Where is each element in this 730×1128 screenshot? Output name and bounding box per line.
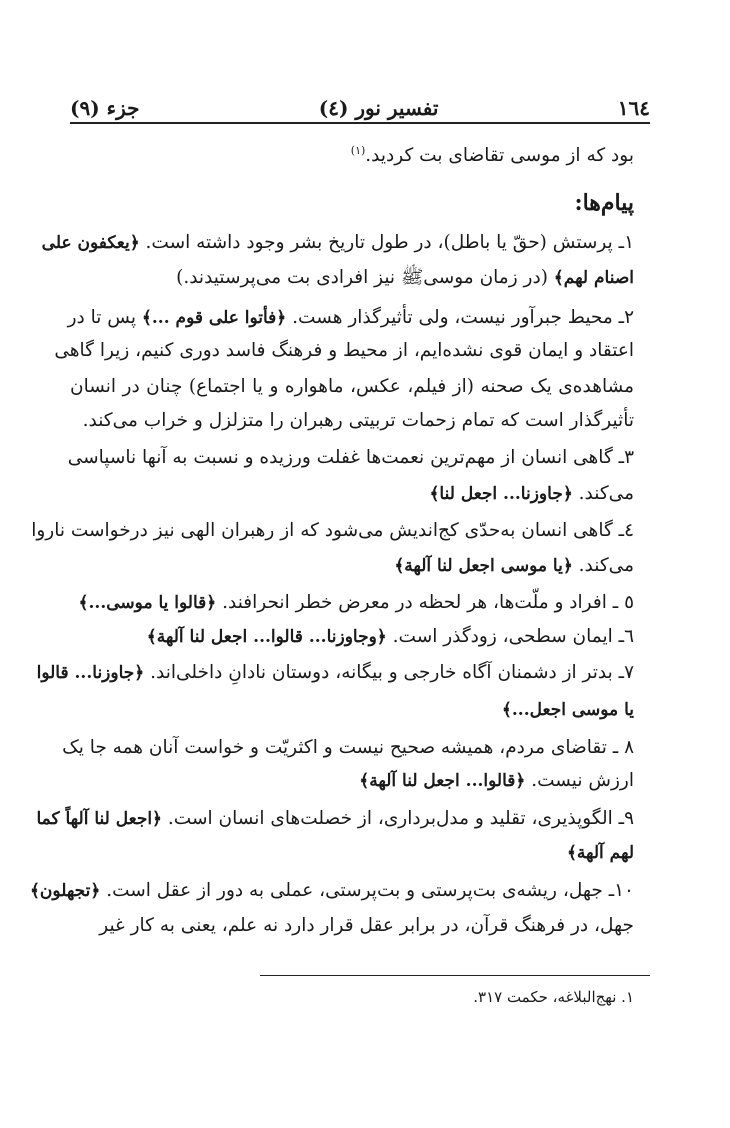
header-divider	[70, 122, 650, 124]
part-label: جزء (٩)	[70, 96, 140, 120]
running-header	[70, 86, 650, 120]
line-text: ١٠ـ جهل، ریشه‌ی بت‌پرستی و بت‌پرستی، عملی به دور از عقل است.	[100, 880, 634, 901]
text-line	[70, 553, 634, 579]
footnote-ref: (١)	[350, 144, 366, 157]
quran-quote: اصنام لهم﴾	[553, 268, 634, 288]
quran-quote: ﴿یعکفون علی	[41, 233, 140, 253]
line-tail: (در زمان موسی‌ﷺ نیز افرادی بت می‌پرستیدند.)	[176, 267, 554, 288]
quran-quote: لهم آلهة﴾	[566, 843, 634, 863]
line-text: جهل، در فرهنگ قرآن، در برابر عقل قرار دارد نه علم، یعنی به کار غیر	[99, 915, 634, 936]
text-line	[70, 913, 634, 939]
line-text: ٨ ـ تقاضای مردم، همیشه صحیح نیست و اکثریّت و خواست آنان همه جا یک	[62, 737, 634, 758]
text-line	[70, 590, 634, 616]
text-line	[70, 624, 634, 650]
line-text: ٤ـ گاهی انسان به‌حدّی کج‌اندیش می‌شود که از رهبران الهی نیز درخواست ناروا	[31, 520, 634, 541]
text-line	[67, 305, 634, 331]
line-text: ٥ ـ افراد و ملّت‌ها، هر لحظه در معرض خطر انحرافند.	[216, 592, 634, 613]
line-text: تأثیرگذار است که تمام زحمات تربیتی رهبران را متزلزل و خراب می‌کند.	[82, 410, 634, 431]
quran-quote: ﴿قالوا یا موسی...﴾	[78, 593, 217, 613]
quran-quote: ﴿جاوزنا... قالوا	[36, 663, 145, 683]
line-text: اعتقاد و ایمان قوی نشده‌ایم، از محیط و فرهنگ فاسد دوری کنیم، زیرا گاهی	[54, 340, 634, 361]
line-text: ٩ـ الگوپذیری، تقلید و مدل‌برداری، از خصلت‌های انسان است.	[162, 808, 634, 829]
line-text: ارزش نیست.	[525, 770, 634, 791]
quran-quote: ﴿قالوا... اجعل لنا آلهة﴾	[359, 771, 526, 791]
text-line	[70, 840, 634, 866]
text-line	[36, 660, 634, 686]
page-number: ١٦٤	[617, 96, 650, 120]
footnote: ١. نهج‌البلاغه، حکمت ٣١٧.	[473, 988, 634, 1006]
text-line	[29, 878, 634, 904]
line-text: ٢ـ محیط جبرآور نیست، ولی تأثیرگذار هست.	[286, 307, 634, 328]
text-line	[54, 338, 634, 364]
line-text: می‌کند.	[572, 483, 634, 504]
text-line	[70, 265, 634, 291]
text-line	[70, 768, 634, 794]
line-text: ١ـ پرستش (حقّ یا باطل)، در طول تاریخ بشر وجود داشته است.	[139, 232, 634, 253]
quran-quote: ﴿اجعل لنا آلهاً کما	[36, 809, 163, 829]
text-line	[67, 445, 634, 471]
text-line	[70, 374, 634, 400]
text-line	[70, 697, 634, 723]
line-text: می‌کند.	[572, 555, 634, 576]
section-title: پیام‌ها:	[574, 190, 634, 216]
text-line	[31, 518, 634, 544]
text-line	[36, 806, 634, 832]
intro-line: بود که از موسی تقاضای بت کردید.$^{(١)}$	[350, 144, 634, 167]
quran-quote: ﴿تجهلون﴾	[29, 881, 101, 901]
line-text: ٧ـ بدتر از دشمنان آگاه خارجی و بیگانه، دوستان نادانِ داخلی‌اند.	[144, 662, 634, 683]
text-line	[70, 408, 634, 434]
line-text: ٣ـ گاهی انسان از مهم‌ترین نعمت‌ها غفلت ورزیده و نسبت به آنها ناسپاسی	[67, 447, 634, 468]
quran-quote: ﴿فأتوا علی قوم ...﴾	[141, 308, 287, 328]
footnote-divider	[260, 975, 650, 976]
line-text: ٦ـ ایمان سطحی، زودگذر است.	[386, 626, 634, 647]
line-tail: پس تا در	[67, 307, 142, 328]
text-line	[62, 735, 634, 761]
quran-quote: یا موسی اجعل...﴾	[501, 700, 634, 720]
quran-quote: ﴿وجاوزنا... قالوا... اجعل لنا آلهة﴾	[146, 627, 387, 647]
line-text: مشاهده‌ی یک صحنه (از فیلم، عکس، ماهواره و یا اجتماع) چنان در انسان	[70, 376, 634, 397]
quran-quote: ﴿جاوزنا... اجعل لنا﴾	[429, 484, 573, 504]
text-line	[41, 230, 634, 256]
book-title: تفسیر نور (٤)	[318, 96, 439, 120]
quran-quote: ﴿یا موسی اجعل لنا آلهة﴾	[394, 556, 573, 576]
text-line	[70, 481, 634, 507]
